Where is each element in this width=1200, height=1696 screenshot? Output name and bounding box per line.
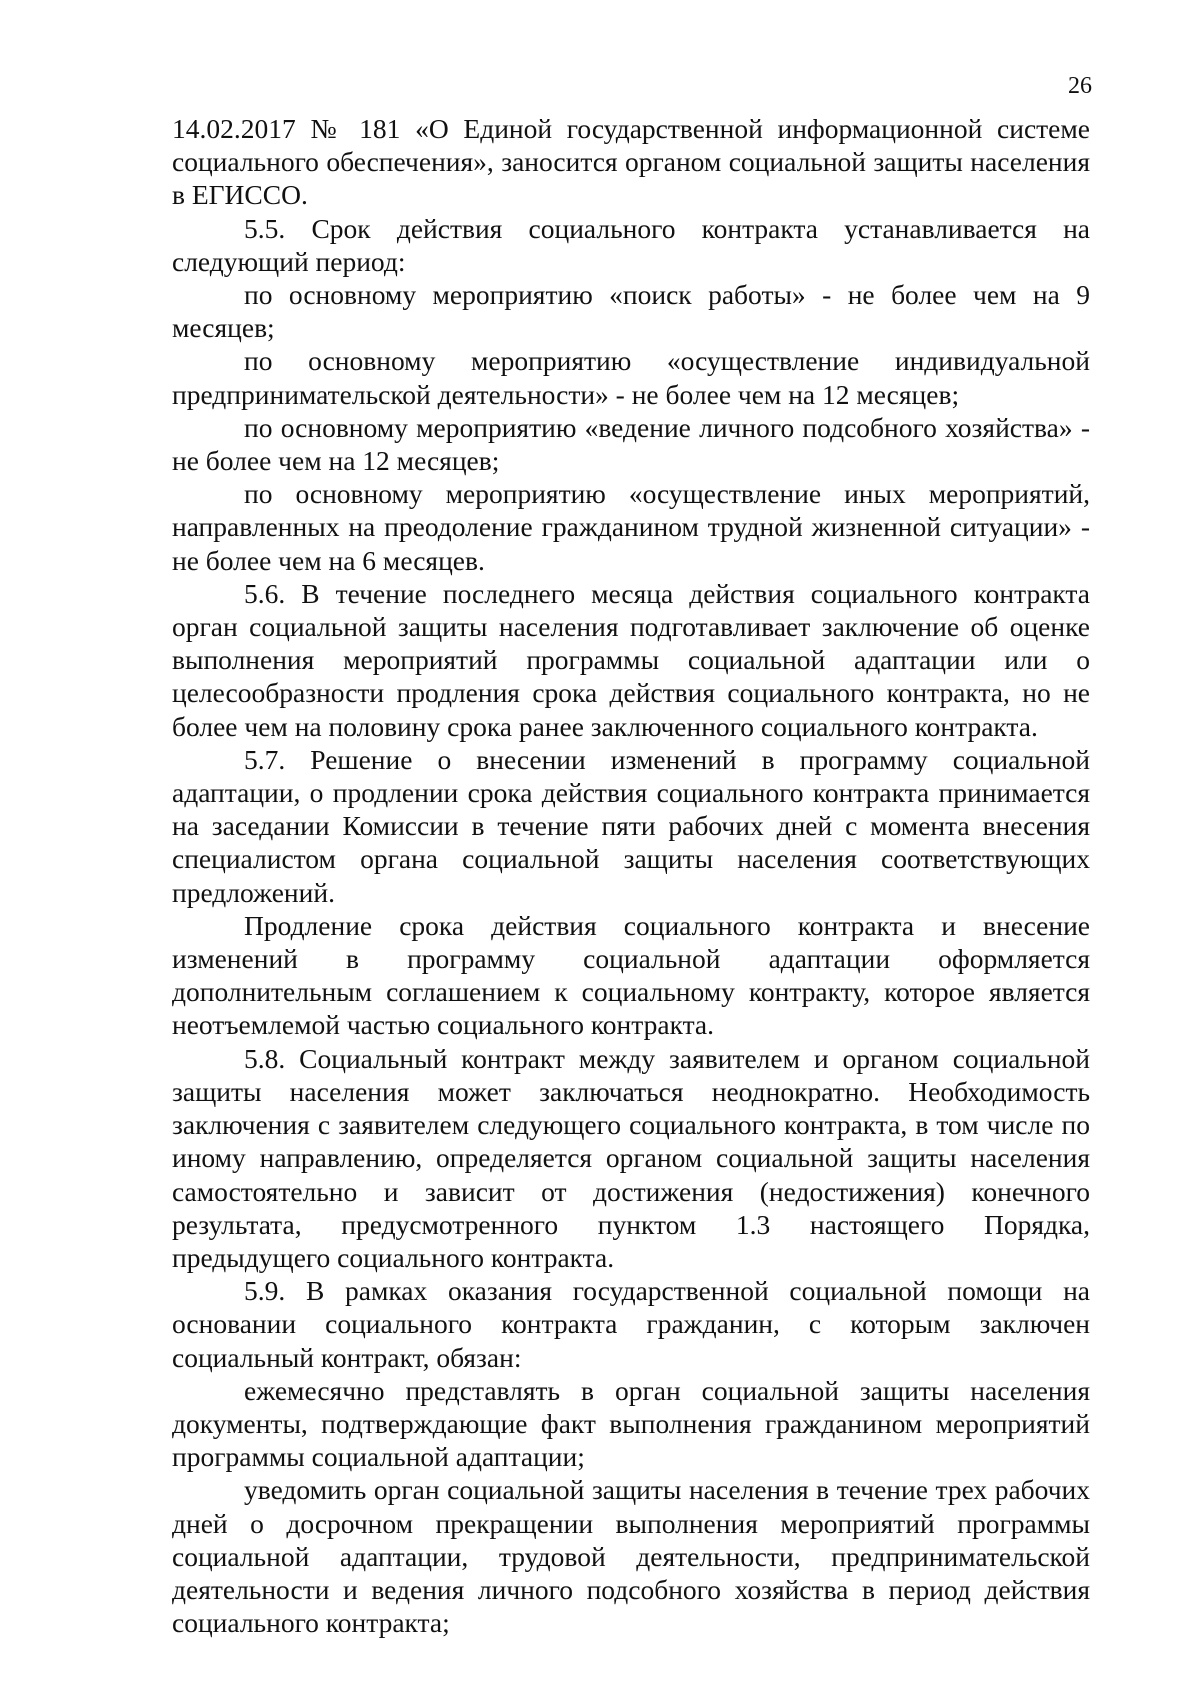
paragraph-5-9: 5.9. В рамках оказания государственной социальной помощи на основании социального контракта гражданин, с которым заключен социальный контракт, обязан: [172, 1275, 1090, 1373]
list-item-other-measures: по основному мероприятию «осуществление иных мероприятий, направленных на преодоление гражданином трудной жизненной ситуации» - не более чем на 6 месяцев. [172, 478, 1090, 576]
list-item-early-termination: уведомить орган социальной защиты населения в течение трех рабочих дней о досрочном прекращении выполнения мероприятий программы социальной адаптации, трудовой деятельности, предпринимательской деятельности и ведения личного подсобного хозяйства в период действия социального контракта; [172, 1474, 1090, 1639]
document-body [172, 112, 1090, 1639]
paragraph-5-8: 5.8. Социальный контракт между заявителем и органом социальной защиты населения может заключаться неоднократно. Необходимость заключения с заявителем следующего социального контракта, в том числе по иному направлению, определяется органом социальной защиты населения самостоятельно и зависит от достижения (недостижения) конечного результата, предусмотренного пунктом 1.3 настоящего Порядка, предыдущего социального контракта. [172, 1042, 1090, 1273]
list-item-entrepreneurship: по основному мероприятию «осуществление индивидуальной предпринимательской деятельности» - не более чем на 12 месяцев; [172, 345, 1090, 410]
list-item-job-search: по основному мероприятию «поиск работы» - не более чем на 9 месяцев; [172, 279, 1090, 344]
paragraph-extension: Продление срока действия социального контракта и внесение изменений в программу социальной адаптации оформляется дополнительным соглашением к социальному контракту, которое является неотъемлемой частью социального контракта. [172, 909, 1090, 1041]
paragraph-egisso: 14.02.2017 № 181 «О Единой государственной информационной системе социального обеспечения», заносится органом социальной защиты населения в ЕГИССО. [172, 113, 1090, 211]
paragraph-5-7: 5.7. Решение о внесении изменений в программу социальной адаптации, о продлении срока действия социального контракта принимается на заседании Комиссии в течение пяти рабочих дней с момента внесения специалистом органа социальной защиты населения соответствующих предложений. [172, 743, 1090, 908]
paragraph-5-5: 5.5. Срок действия социального контракта устанавливается на следующий период: [172, 212, 1090, 277]
list-item-household-farming: по основному мероприятию «ведение личного подсобного хозяйства» - не более чем на 12 месяцев; [172, 411, 1090, 477]
paragraph-5-6: 5.6. В течение последнего месяца действия социального контракта орган социальной защиты населения подготавливает заключение об оценке выполнения мероприятий программы социальной адаптации или о целесообразности продления срока действия социального контракта, но не более чем на половину срока ранее заключенного социального контракта. [172, 577, 1090, 742]
list-item-monthly-reports: ежемесячно представлять в орган социальной защиты населения документы, подтверждающие факт выполнения гражданином мероприятий программы социальной адаптации; [172, 1374, 1090, 1473]
page-number: 26 [1068, 73, 1092, 99]
